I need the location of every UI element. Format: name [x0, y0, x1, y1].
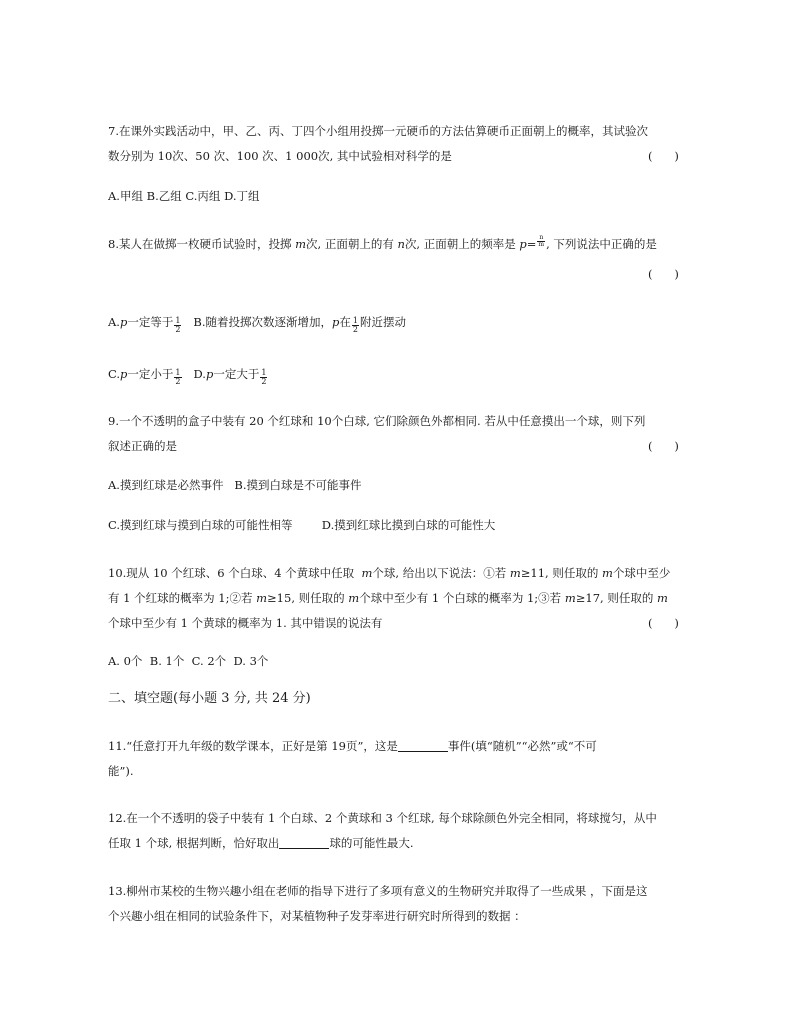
section-heading-fill-blank: 二、填空题(每小题 3 分, 共 24 分) [108, 691, 311, 706]
q9-options-ab: A.摸到红球是必然事件 B.摸到白球是不可能事件 [108, 478, 362, 492]
q12-answer-blank[interactable] [279, 837, 329, 849]
frac-one-half: $\frac{1}{2}$ [352, 316, 358, 332]
q8-options-ab: A.p一定等于 $\frac{1}{2}$ B.随着投掷次数逐渐增加，p在 $\frac{1}{2}$ 附近摆动 [108, 315, 406, 332]
q7-line2: 数分别为 10次、50 次、100 次、1 000次, 其中试验相对科学的是 [108, 149, 452, 163]
frac-one-half: $\frac{1}{2}$ [175, 316, 181, 332]
q12-line2: 任取 1 个球, 根据判断，恰好取出 球的可能性最大. [108, 836, 414, 850]
q8-options-cd: C.p一定小于 $\frac{1}{2}$ D.p一定大于 $\frac{1}{2}$ [108, 367, 267, 384]
q12-line1: 12.在一个不透明的袋子中装有 1 个白球、2 个黄球和 3 个红球, 每个球除颜色外完全相同，将球搅匀，从中 [108, 811, 657, 825]
q9-line2: 叙述正确的是 [108, 439, 177, 453]
q9-answer-paren: ( ) [648, 439, 679, 453]
q10-line1: 10.现从 10 个红球、6 个白球、4 个黄球中任取 m个球, 给出以下说法：①若 m≥11, 则任取的 m个球中至少 [108, 566, 671, 580]
q11-answer-blank[interactable] [398, 740, 448, 752]
q7-line1: 7.在课外实践活动中，甲、乙、丙、丁四个小组用投掷一元硬币的方法估算硬币正面朝上的概率，其试验次 [108, 124, 648, 138]
q10-options: A. 0个 B. 1个 C. 2个 D. 3个 [108, 654, 269, 668]
frac-one-half: $\frac{1}{2}$ [261, 368, 267, 384]
q8-line1: 8.某人在做掷一枚硬币试验时，投掷 m次, 正面朝上的有 n次, 正面朝上的频率是 p= $\frac{n}{m}$ , 下列说法中正确的是 [108, 235, 657, 251]
q10-answer-paren: ( ) [648, 616, 679, 630]
frac-one-half: $\frac{1}{2}$ [175, 368, 181, 384]
q13-line2: 个兴趣小组在相同的试验条件下，对某植物种子发芽率进行研究时所得到的数据 ： [108, 909, 526, 923]
q9-options-cd: C.摸到红球与摸到白球的可能性相等 D.摸到红球比摸到白球的可能性大 [108, 518, 496, 532]
q11-line1: 11.“任意打开九年级的数学课本，正好是第 19页”，这是 事件(填“随机”“必然”或“不可 [108, 739, 597, 753]
frac-n-over-m: $\frac{n}{m}$ [538, 235, 545, 248]
q10-line2: 有 1 个红球的概率为 1;②若 m≥15, 则任取的 m个球中至少有 1 个白球的概率为 1;③若 m≥17, 则任取的 m [108, 591, 668, 605]
q9-line1: 9.一个不透明的盒子中装有 20 个红球和 10个白球, 它们除颜色外都相同. 若从中任意摸出一个球，则下列 [108, 414, 646, 428]
q11-line2: 能”). [108, 764, 134, 778]
q13-line1: 13.柳州市某校的生物兴趣小组在老师的指导下进行了多项有意义的生物研究并取得了一些成果 ，下面是这 [108, 884, 648, 898]
q8-answer-paren: ( ) [648, 267, 679, 281]
q10-line3: 个球中至少有 1 个黄球的概率为 1. 其中错误的说法有 [108, 616, 383, 630]
q7-answer-paren: ( ) [648, 149, 679, 163]
q7-options: A.甲组 B.乙组 C.丙组 D.丁组 [108, 189, 260, 203]
